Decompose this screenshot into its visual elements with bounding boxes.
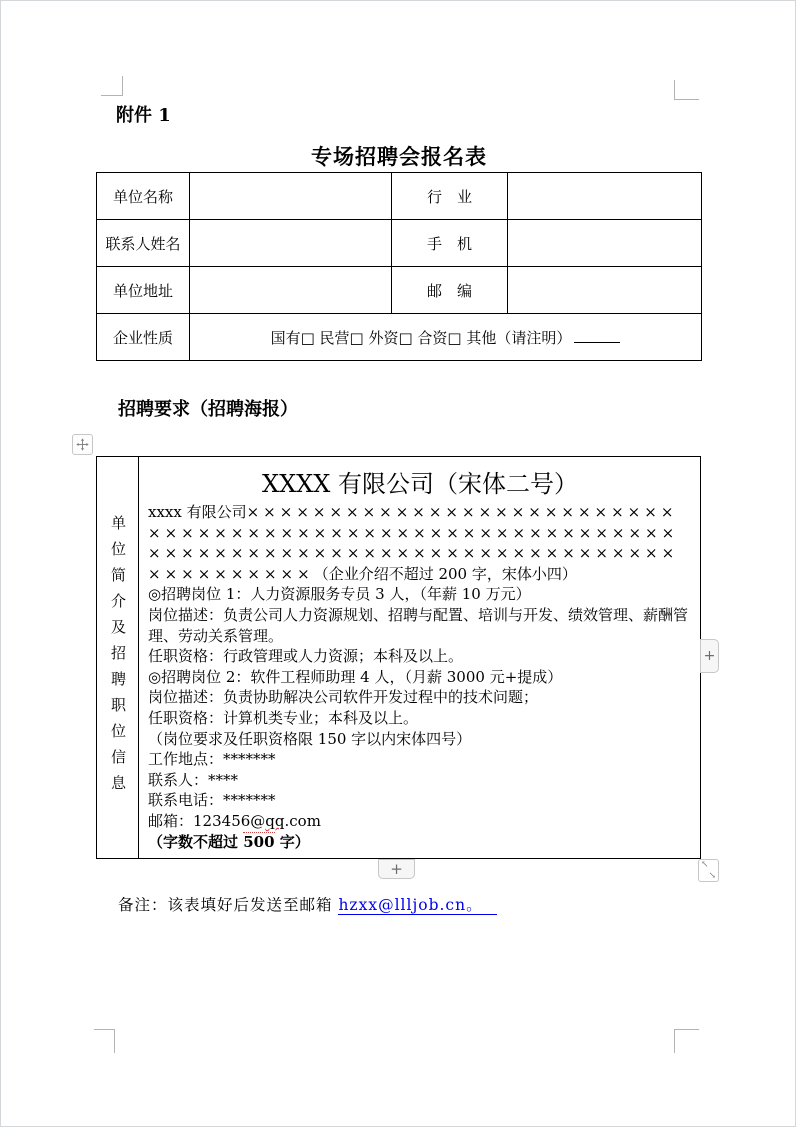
fill-in-blank-line[interactable] xyxy=(574,329,620,343)
add-row-button[interactable] xyxy=(378,859,415,879)
poster-content-cell[interactable] xyxy=(139,457,700,858)
poster-line-qualification1: 任职资格：行政管理或人力资源；本科及以上。 xyxy=(148,647,464,666)
poster-line-qualification2: 任职资格：计算机类专业；本科及以上。 xyxy=(148,708,419,727)
note-text: 备注：该表填好后发送至邮箱 xyxy=(118,896,339,914)
resize-arrow-nw-icon: ↖ xyxy=(701,860,709,870)
enterprise-type-options-cell[interactable] xyxy=(190,314,702,361)
field-label-industry: 行 业 xyxy=(392,173,508,220)
field-label-mobile: 手 机 xyxy=(392,220,508,267)
table-row xyxy=(97,173,702,220)
table-row xyxy=(97,267,702,314)
poster-line-job-desc2: 岗位描述：负责协助解决公司软件开发过程中的技术问题； xyxy=(148,688,539,707)
enterprise-type-options: 国有□ 民营□ 外资□ 合资□ 其他（请注明） xyxy=(270,328,572,347)
poster-table xyxy=(96,456,701,859)
field-label-company-name: 单位名称 xyxy=(97,173,190,220)
field-label-company-address: 单位地址 xyxy=(97,267,190,314)
margin-mark-top-left xyxy=(101,76,123,96)
margin-mark-bottom-right xyxy=(674,1029,699,1053)
section-title: 招聘要求（招聘海报） xyxy=(118,399,298,420)
field-label-postcode: 邮 编 xyxy=(392,267,508,314)
poster-intro-crosses: ×××××××××××××××××××××××××××××××××××××××××××××××××××××××××××××××××××××××××××××××××××××××××××××××××××× xyxy=(148,503,679,583)
registration-form-table xyxy=(96,172,702,361)
field-label-enterprise-type: 企业性质 xyxy=(97,314,190,361)
poster-line-requirement-note: （岗位要求及任职资格限 150 字以内宋体四号） xyxy=(148,729,472,748)
field-label-contact-name: 联系人姓名 xyxy=(97,220,190,267)
field-value-industry[interactable] xyxy=(508,173,702,220)
poster-line-contact-person: 联系人：**** xyxy=(148,770,239,789)
add-column-button[interactable] xyxy=(700,639,719,673)
table-row xyxy=(97,220,702,267)
poster-line-work-location: 工作地点：******* xyxy=(148,750,276,769)
poster-intro xyxy=(148,502,692,584)
poster-line-position1: ◎招聘岗位 1：人力资源服务专员 3 人，（年薪 10 万元） xyxy=(148,585,531,604)
word-limit-suffix: 字） xyxy=(274,832,310,851)
word-limit-prefix: （字数不超过 xyxy=(148,832,244,851)
footer-note xyxy=(118,893,497,915)
attachment-label: 附件 1 xyxy=(116,105,171,126)
poster-company-heading: XXXX 有限公司（宋体二号） xyxy=(262,470,578,498)
email-user: 123456@ xyxy=(193,811,266,830)
resize-arrow-se-icon: ↘ xyxy=(708,871,716,881)
poster-intro-suffix: （企业介绍不超过 200 字，宋体小四） xyxy=(313,564,577,583)
plus-icon: + xyxy=(703,648,716,664)
field-value-company-address[interactable] xyxy=(190,267,392,314)
email-label: 邮箱： xyxy=(148,811,194,830)
plus-icon: + xyxy=(390,860,403,878)
poster-line-position2: ◎招聘岗位 2：软件工程师助理 4 人，（月薪 3000 元+提成） xyxy=(148,667,563,686)
poster-side-label: 单位简介及招聘职位信息 xyxy=(109,514,127,801)
table-move-handle[interactable] xyxy=(72,434,93,455)
field-value-mobile[interactable] xyxy=(508,220,702,267)
note-email-link[interactable]: hzxx@llljob.cn。 xyxy=(338,896,496,915)
move-icon xyxy=(76,438,89,451)
word-limit-number: 500 xyxy=(243,832,275,851)
margin-mark-bottom-left xyxy=(94,1029,115,1053)
poster-intro-prefix: xxxx 有限公司 xyxy=(148,503,247,521)
poster-word-limit xyxy=(148,832,692,853)
table-row xyxy=(97,314,702,361)
field-value-postcode[interactable] xyxy=(508,267,702,314)
field-value-company-name[interactable] xyxy=(190,173,392,220)
margin-mark-top-right xyxy=(674,80,699,100)
field-value-contact-name[interactable] xyxy=(190,220,392,267)
email-tail: .com xyxy=(284,811,321,830)
poster-line-job-desc1: 岗位描述：负责公司人力资源规划、招聘与配置、培训与开发、绩效管理、薪酬管理、劳动关系管理。 xyxy=(148,605,689,645)
email-domain-flagged: qq xyxy=(265,811,285,830)
form-title: 专场招聘会报名表 xyxy=(311,144,487,169)
poster-line-contact-phone: 联系电话：******* xyxy=(148,791,276,810)
poster-side-cell[interactable] xyxy=(97,457,139,858)
table-resize-handle[interactable] xyxy=(698,859,719,882)
poster-line-email xyxy=(148,811,692,832)
